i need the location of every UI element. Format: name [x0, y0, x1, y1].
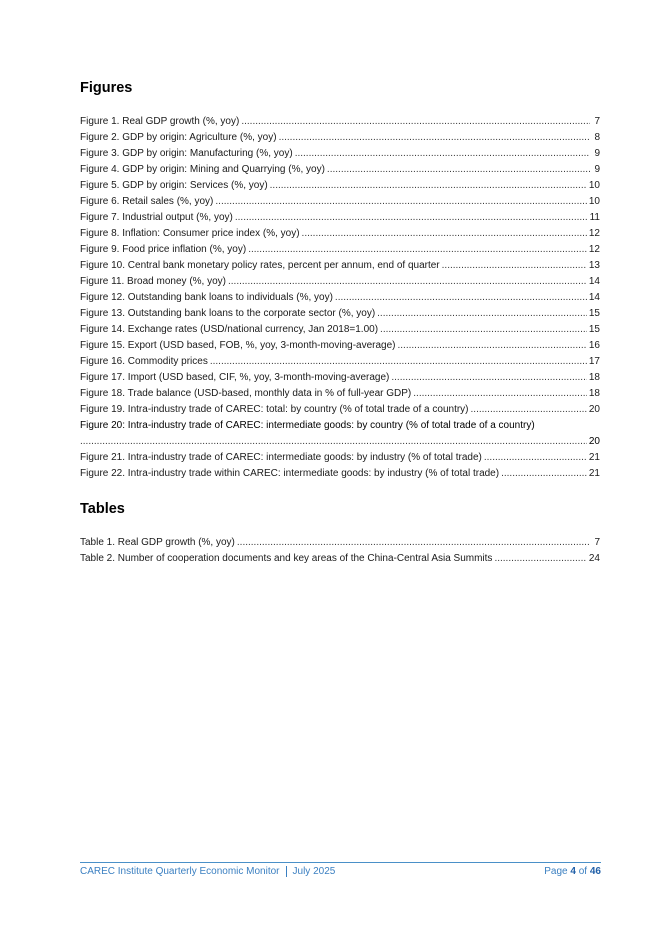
toc-entry-label: Figure 20: Intra-industry trade of CAREC: intermediate goods: by country (% of total trade of a country)	[80, 420, 535, 431]
toc-entry[interactable]: Figure 8. Inflation: Consumer price index (%, yoy) ..... 12	[80, 226, 600, 242]
toc-entry[interactable]: Figure 3. GDP by origin: Manufacturing (%, yoy) ..... 9	[80, 146, 600, 162]
toc-entry[interactable]: Figure 1. Real GDP growth (%, yoy) ..... 7	[80, 114, 600, 130]
toc-entry[interactable]: Figure 12. Outstanding bank loans to individuals (%, yoy) ..... 14	[80, 290, 600, 306]
toc-entry[interactable]: Table 1. Real GDP growth (%, yoy) ..... 7	[80, 535, 600, 551]
toc-entry[interactable]: Figure 2. GDP by origin: Agriculture (%, yoy) ..... 8	[80, 130, 600, 146]
toc-entry[interactable]: Figure 13. Outstanding bank loans to the corporate sector (%, yoy) ..... 15	[80, 306, 600, 322]
toc-entry[interactable]: Figure 17. Import (USD based, CIF, %, yoy, 3-month-moving-average) ..... 18	[80, 370, 600, 386]
footer-divider	[80, 862, 601, 863]
toc-entry[interactable]: Figure 4. GDP by origin: Mining and Quarrying (%, yoy) ..... 9	[80, 162, 600, 178]
toc-entry-page: 20	[588, 436, 600, 447]
toc-entry[interactable]: Figure 6. Retail sales (%, yoy) ..... 10	[80, 194, 600, 210]
toc-entry[interactable]: Figure 14. Exchange rates (USD/national currency, Jan 2018=1.00) ..... 15	[80, 322, 600, 338]
toc-entry[interactable]: Figure 18. Trade balance (USD-based, monthly data in % of full-year GDP) ..... 18	[80, 386, 600, 402]
tables-list	[80, 535, 600, 567]
figures-heading: Figures	[80, 80, 133, 96]
toc-entry[interactable]: Figure 16. Commodity prices ..... 17	[80, 354, 600, 370]
toc-entry-wrapped[interactable]	[80, 418, 600, 450]
toc-entry[interactable]: Figure 15. Export (USD based, FOB, %, yoy, 3-month-moving-average) ..... 16	[80, 338, 600, 354]
toc-entry[interactable]: Figure 7. Industrial output (%, yoy) ..... 11	[80, 210, 600, 226]
figures-list	[80, 114, 600, 482]
toc-entry[interactable]: Figure 11. Broad money (%, yoy) ..... 14	[80, 274, 600, 290]
page-number: Page 4 of 46	[544, 866, 601, 877]
toc-entry[interactable]: Figure 9. Food price inflation (%, yoy) ..... 12	[80, 242, 600, 258]
toc-entry[interactable]: Figure 19. Intra-industry trade of CAREC: total: by country (% of total trade of a country) ..... 20	[80, 402, 600, 418]
toc-entry[interactable]: Figure 22. Intra-industry trade within CAREC: intermediate goods: by industry (% of total trade) ..... 21	[80, 466, 600, 482]
toc-entry[interactable]: Figure 10. Central bank monetary policy rates, percent per annum, end of quarter ..... 13	[80, 258, 600, 274]
footer-separator	[286, 866, 287, 877]
toc-entry[interactable]: Figure 21. Intra-industry trade of CAREC: intermediate goods: by industry (% of total trade) ..... 21	[80, 450, 600, 466]
footer-date: July 2025	[292, 866, 336, 877]
footer-publication: CAREC Institute Quarterly Economic Monitor	[80, 866, 280, 877]
toc-entry[interactable]: Figure 5. GDP by origin: Services (%, yoy) ..... 10	[80, 178, 600, 194]
page-footer	[80, 866, 601, 877]
tables-heading: Tables	[80, 501, 125, 517]
toc-entry[interactable]: Table 2. Number of cooperation documents and key areas of the China-Central Asia Summits ..... 24	[80, 551, 600, 567]
